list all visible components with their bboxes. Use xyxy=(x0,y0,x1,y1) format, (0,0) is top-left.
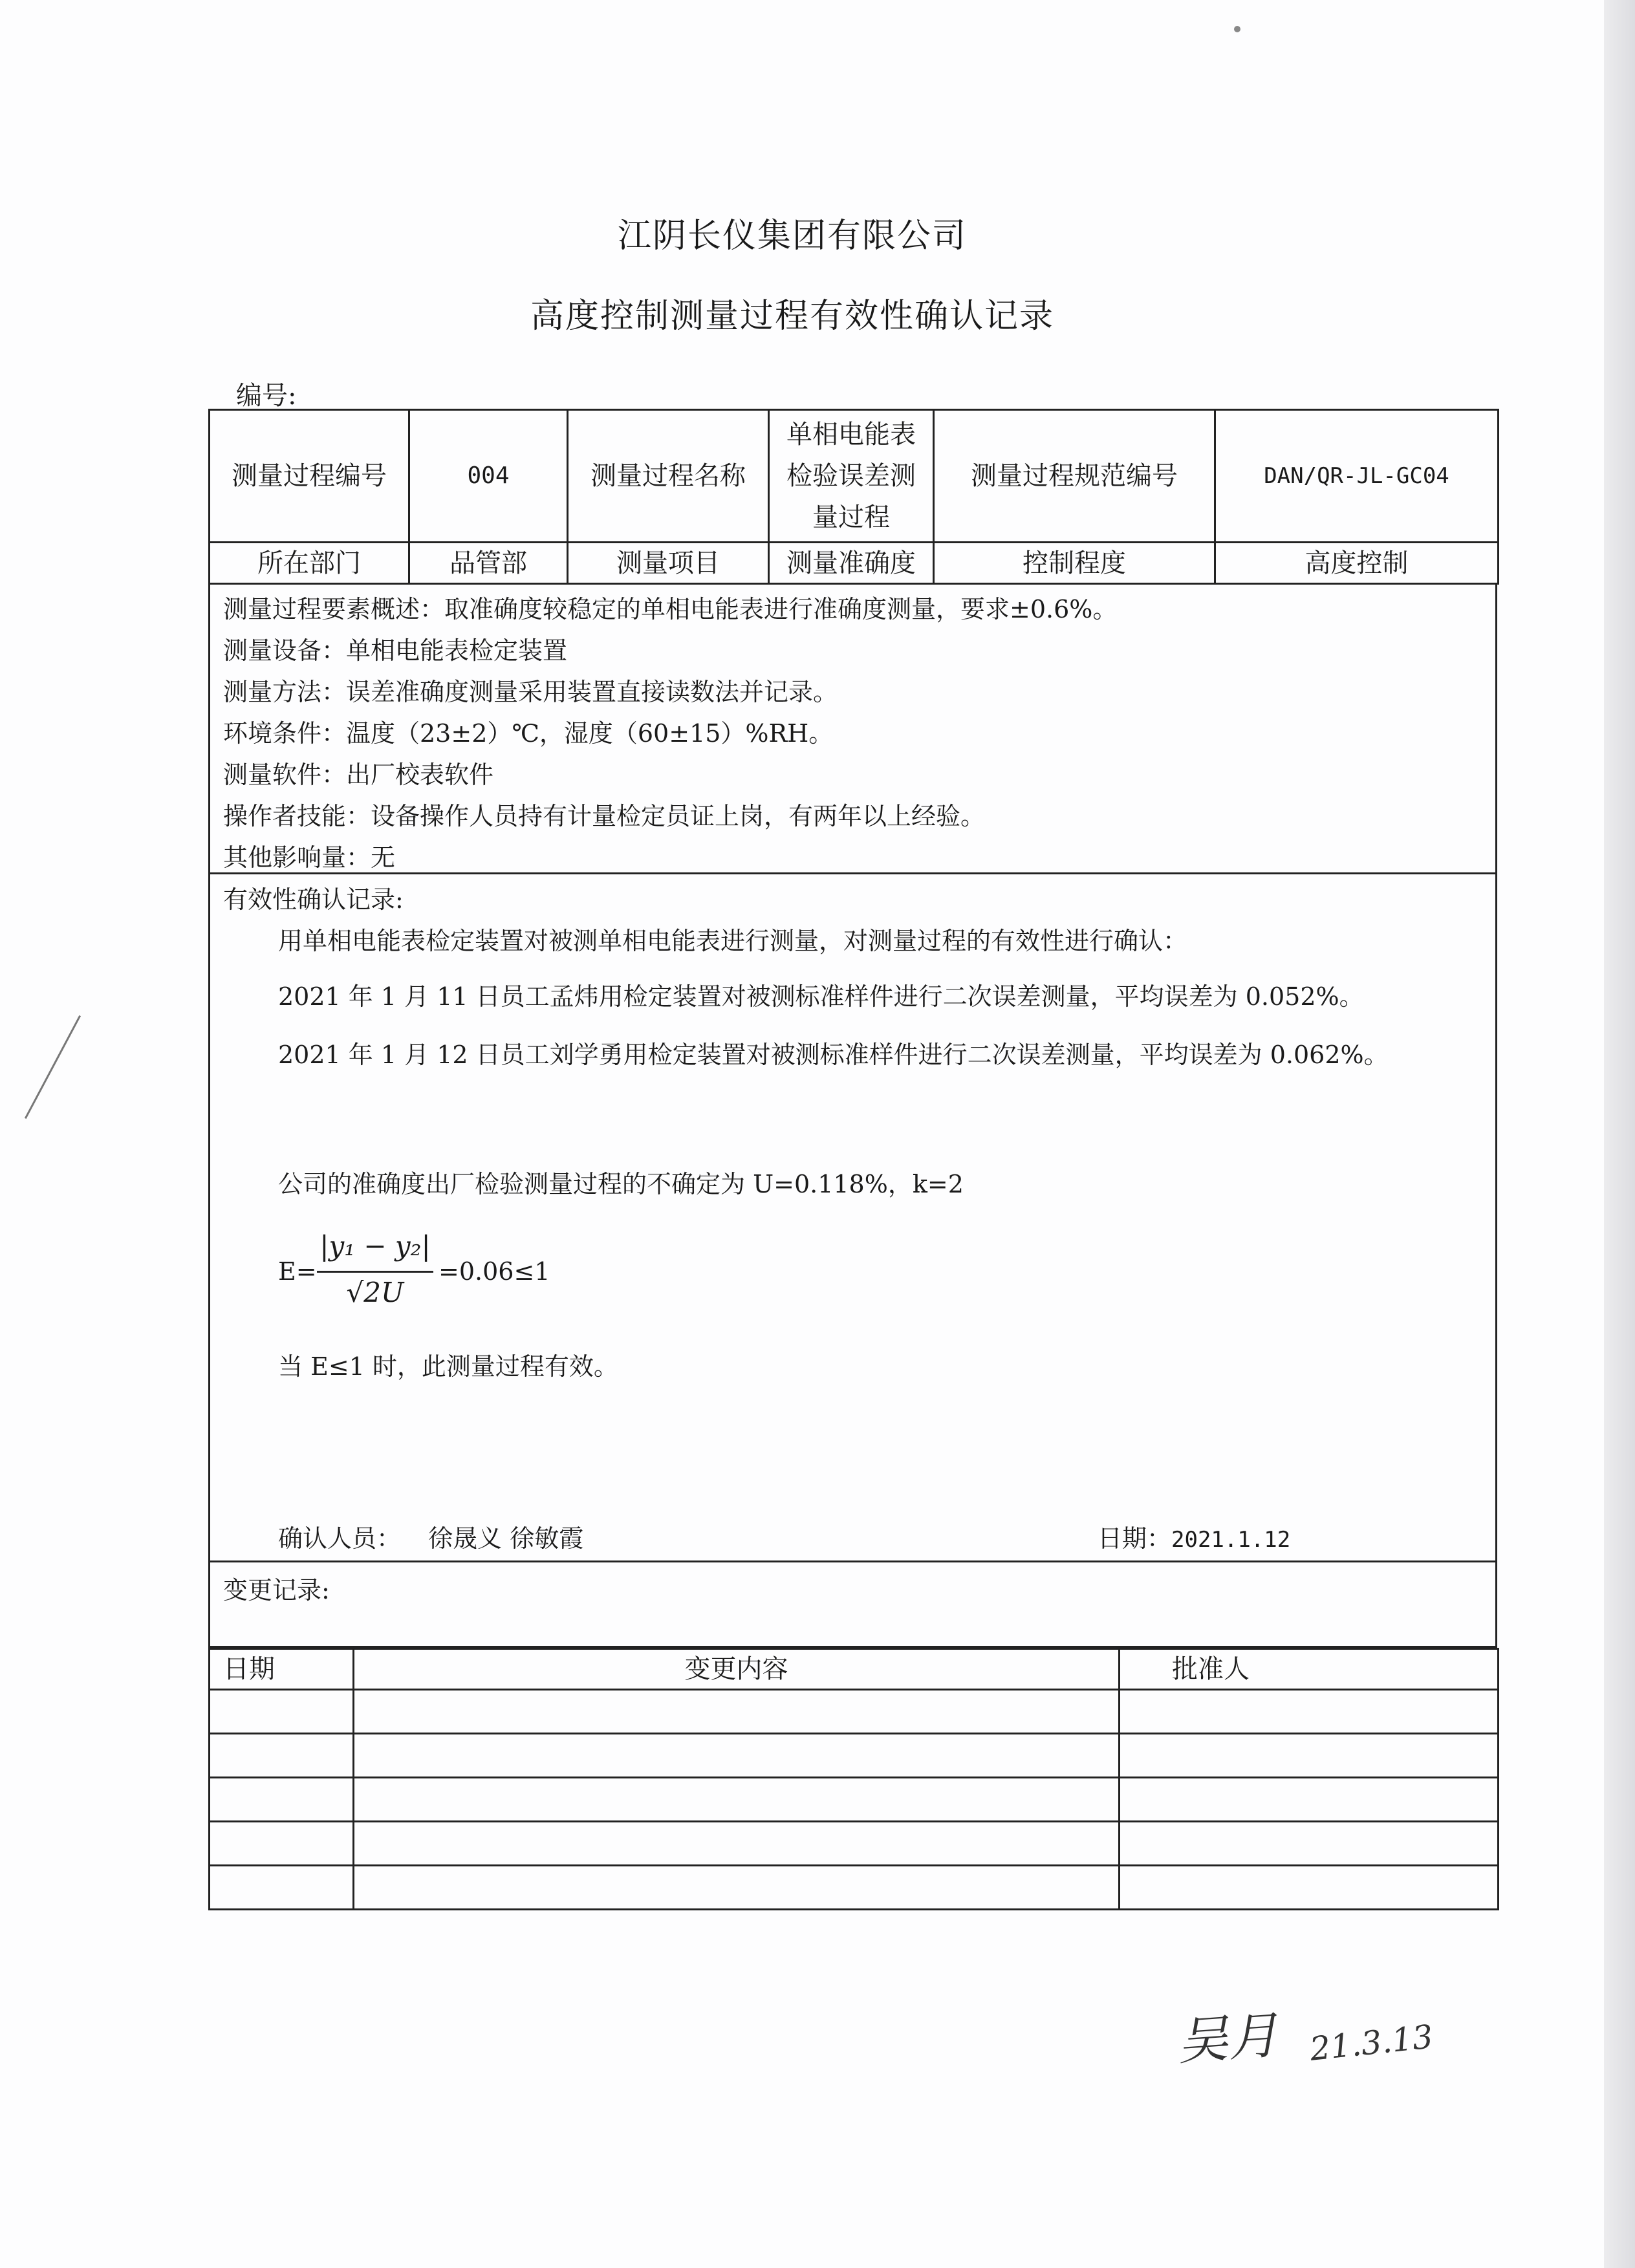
handwritten-date: 21.3.13 xyxy=(1308,2018,1435,2068)
table-row xyxy=(210,1690,1499,1734)
document-title: 高度控制测量过程有效性确认记录 xyxy=(530,297,1054,336)
confirm-date-block xyxy=(1098,1518,1290,1554)
cell xyxy=(210,1734,354,1778)
item-value: 测量准确度 xyxy=(769,543,934,584)
element-overview: 测量过程要素概述：取准确度较稳定的单相电能表进行准确度测量，要求±0.6%。 xyxy=(223,595,1118,623)
item-label: 测量项目 xyxy=(568,543,769,584)
cell xyxy=(1120,1866,1499,1910)
change-record-label: 变更记录: xyxy=(223,1576,330,1604)
change-record-section xyxy=(208,1562,1497,1648)
col-change-content: 变更内容 xyxy=(354,1649,1120,1690)
table-row xyxy=(210,1866,1499,1910)
element-operator-skill: 操作者技能：设备操作人员持有计量检定员证上岗，有两年以上经验。 xyxy=(223,802,986,830)
confirmation-record-1: 2021 年 1 月 11 日员工孟炜用检定装置对被测标准样件进行二次误差测量，平均误差为 0.052%。 xyxy=(278,982,1364,1011)
process-no-label: 测量过程编号 xyxy=(210,410,409,543)
cell xyxy=(1120,1690,1499,1734)
cell xyxy=(210,1778,354,1822)
process-name-value: 单相电能表检验误差测量过程 xyxy=(769,410,934,543)
conclusion: 当 E≤1 时，此测量过程有效。 xyxy=(278,1352,618,1381)
margin-pen-mark xyxy=(25,1015,81,1119)
confirmation-section xyxy=(208,874,1497,1562)
confirmation-label: 有效性确认记录: xyxy=(223,885,404,914)
info-table xyxy=(208,409,1499,585)
cell xyxy=(354,1734,1120,1778)
cell xyxy=(210,1822,354,1866)
element-software: 测量软件：出厂校表软件 xyxy=(223,761,494,789)
element-method: 测量方法：误差准确度测量采用装置直接读数法并记录。 xyxy=(223,678,838,706)
table-row xyxy=(210,1778,1499,1822)
process-no-value: 004 xyxy=(409,410,568,543)
uncertainty-statement: 公司的准确度出厂检验测量过程的不确定为 U=0.118%，k=2 xyxy=(278,1170,964,1198)
cell xyxy=(210,1866,354,1910)
table-row xyxy=(210,1822,1499,1866)
department-label: 所在部门 xyxy=(210,543,409,584)
cell xyxy=(354,1822,1120,1866)
cell xyxy=(354,1778,1120,1822)
cell xyxy=(354,1690,1120,1734)
cell xyxy=(1120,1822,1499,1866)
confirmer-block xyxy=(278,1518,583,1554)
department-value: 品管部 xyxy=(409,543,568,584)
spec-no-label: 测量过程规范编号 xyxy=(934,410,1215,543)
formula-numerator: |y₁ − y₂| xyxy=(319,1230,431,1262)
cell xyxy=(210,1690,354,1734)
cell xyxy=(1120,1734,1499,1778)
confirmer-label: 确认人员： xyxy=(278,1524,402,1553)
col-approver: 批准人 xyxy=(1120,1649,1499,1690)
confirmation-intro: 用单相电能表检定装置对被测单相电能表进行测量，对测量过程的有效性进行确认： xyxy=(278,927,1188,955)
company-name: 江阴长仪集团有限公司 xyxy=(617,217,967,255)
date-label: 日期： xyxy=(1098,1524,1172,1553)
spec-no-value: DAN/QR-JL-GC04 xyxy=(1215,410,1499,543)
confirm-date: 2021.1.12 xyxy=(1171,1527,1291,1553)
scan-speck xyxy=(1234,26,1240,32)
change-log-table xyxy=(208,1648,1499,1910)
control-label: 控制程度 xyxy=(934,543,1215,584)
fraction-bar xyxy=(317,1271,433,1273)
formula-lhs: E= xyxy=(278,1257,317,1286)
formula-denominator: √2U xyxy=(346,1277,404,1308)
serial-label: 编号: xyxy=(236,381,297,411)
formula-rhs: =0.06≤1 xyxy=(439,1257,550,1286)
control-value: 高度控制 xyxy=(1215,543,1499,584)
element-environment: 环境条件：温度（23±2）℃，湿度（60±15）%RH。 xyxy=(223,719,834,748)
col-date: 日期 xyxy=(210,1649,354,1690)
en-formula xyxy=(278,1224,731,1321)
element-equipment: 测量设备：单相电能表检定装置 xyxy=(223,636,568,665)
page-edge-shadow xyxy=(1604,0,1635,2268)
handwritten-signature: 吴月 xyxy=(1175,2006,1281,2072)
process-name-label: 测量过程名称 xyxy=(568,410,769,543)
element-other: 其他影响量：无 xyxy=(223,843,396,872)
cell xyxy=(354,1866,1120,1910)
cell xyxy=(1120,1778,1499,1822)
table-row xyxy=(210,1734,1499,1778)
confirmation-record-2: 2021 年 1 月 12 日员工刘学勇用检定装置对被测标准样件进行二次误差测量，平均误差为 0.062%。 xyxy=(278,1041,1389,1069)
confirmer-names: 徐晟义 徐敏霞 xyxy=(428,1524,584,1553)
elements-section xyxy=(208,583,1497,874)
